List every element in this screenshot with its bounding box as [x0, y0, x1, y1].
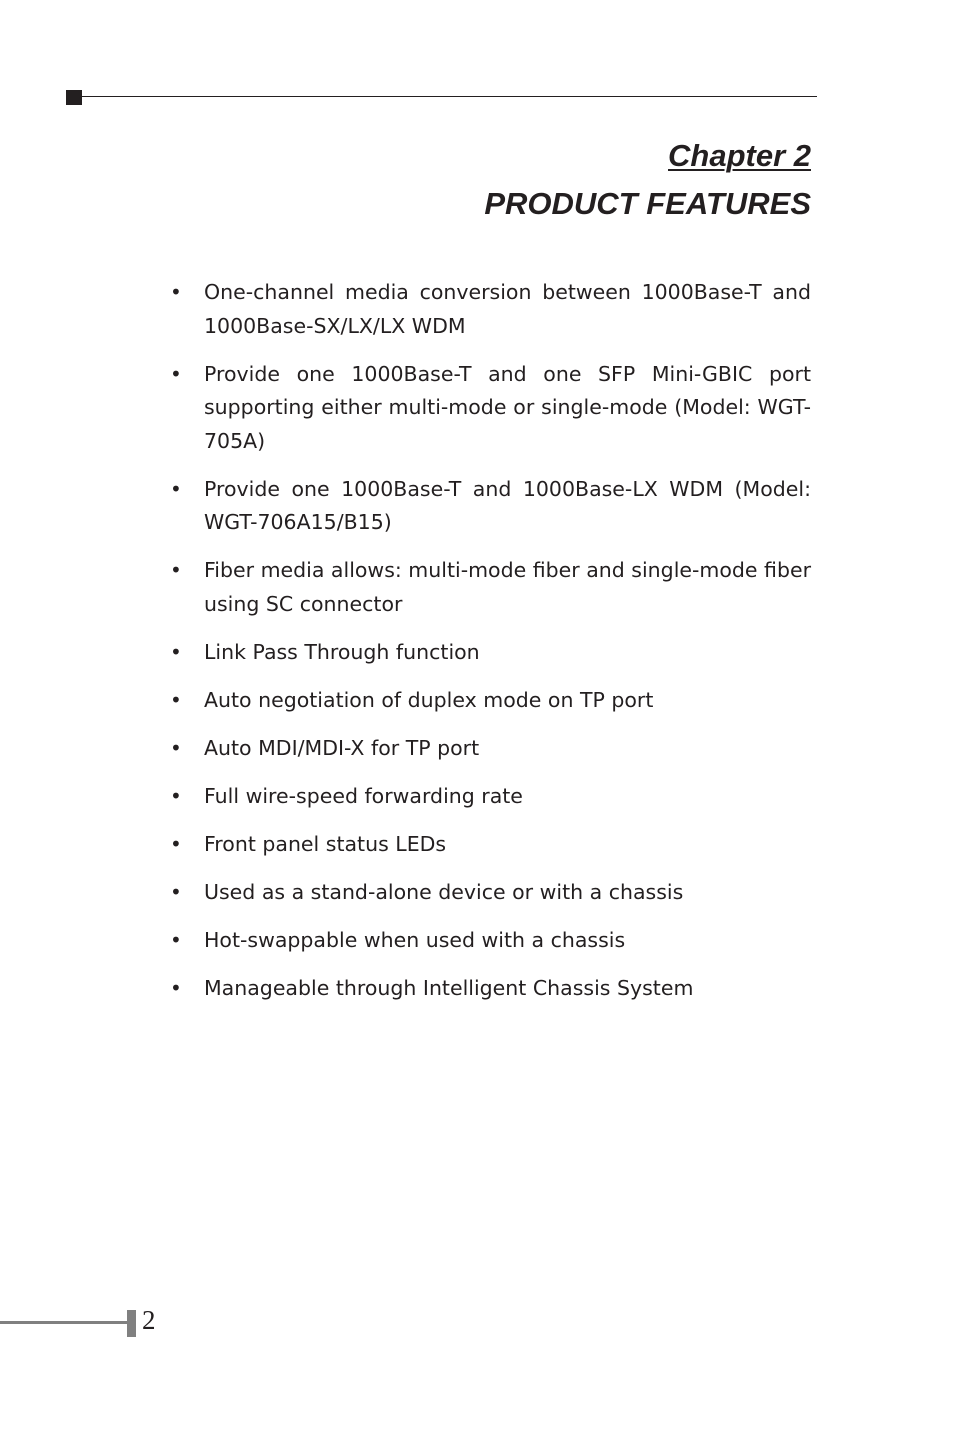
- bullet-icon: •: [170, 687, 182, 712]
- header-square-marker: [66, 90, 82, 105]
- bullet-icon: •: [170, 280, 182, 304]
- feature-text: Front panel status LEDs: [204, 831, 447, 856]
- feature-text: Provide one 1000Base-T and one SFP Mini-GBIC port supporting either multi-mode or single-mode (Model: WGT-705A): [204, 361, 811, 453]
- feature-item: [170, 554, 811, 621]
- feature-text: Manageable through Intelligent Chassis System: [204, 975, 694, 1000]
- footer-bar-marker: [127, 1310, 136, 1337]
- bullet-icon: •: [170, 558, 182, 582]
- footer-rule: [0, 1321, 127, 1324]
- bullet-icon: •: [170, 735, 182, 760]
- feature-item: [170, 876, 811, 910]
- feature-item: [170, 636, 811, 670]
- feature-item: [170, 972, 811, 1006]
- chapter-title: PRODUCT FEATURES: [484, 186, 811, 221]
- feature-text: Full wire-speed forwarding rate: [204, 783, 523, 808]
- bullet-icon: •: [170, 975, 182, 1000]
- bullet-icon: •: [170, 879, 182, 904]
- bullet-icon: •: [170, 783, 182, 808]
- page-number: 2: [142, 1305, 156, 1335]
- feature-text: Auto MDI/MDI-X for TP port: [204, 735, 480, 760]
- header-rule: [82, 96, 817, 97]
- feature-item: [170, 358, 811, 459]
- bullet-icon: •: [170, 476, 182, 501]
- feature-text: One-channel media conversion between 1000Base-T and 1000Base-SX/LX/LX WDM: [204, 280, 811, 338]
- feature-text: Used as a stand-alone device or with a chassis: [204, 879, 684, 904]
- chapter-heading: [484, 136, 811, 228]
- bullet-icon: •: [170, 831, 182, 856]
- chapter-label: Chapter 2: [668, 138, 811, 173]
- feature-item: [170, 828, 811, 862]
- feature-item: [170, 684, 811, 718]
- bullet-icon: •: [170, 927, 182, 952]
- feature-item: [170, 276, 811, 343]
- feature-text: Hot-swappable when used with a chassis: [204, 927, 626, 952]
- feature-item: [170, 732, 811, 766]
- feature-item: [170, 780, 811, 814]
- feature-text: Provide one 1000Base-T and 1000Base-LX WDM (Model: WGT-706A15/B15): [204, 476, 811, 534]
- feature-item: [170, 473, 811, 540]
- feature-list: [170, 276, 811, 1020]
- feature-text: Fiber media allows: multi-mode fiber and single-mode fiber using SC connector: [204, 558, 812, 616]
- feature-text: Auto negotiation of duplex mode on TP port: [204, 687, 654, 712]
- bullet-icon: •: [170, 361, 182, 386]
- feature-item: [170, 924, 811, 958]
- bullet-icon: •: [170, 639, 182, 664]
- feature-text: Link Pass Through function: [204, 639, 480, 664]
